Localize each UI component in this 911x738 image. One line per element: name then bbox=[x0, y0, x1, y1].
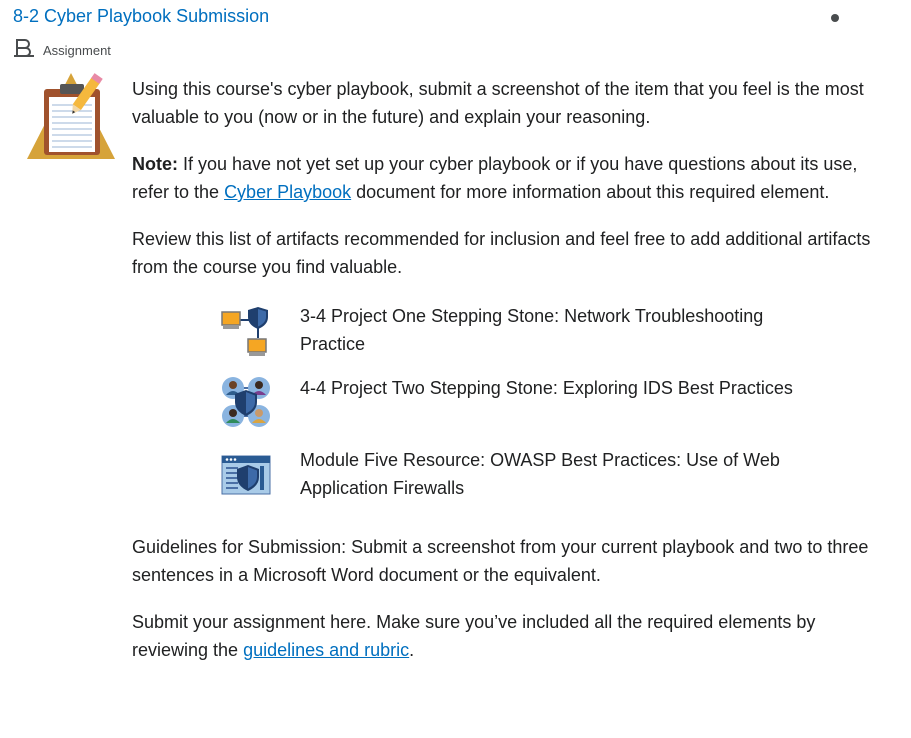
assignment-title-link[interactable]: 8-2 Cyber Playbook Submission bbox=[13, 6, 270, 26]
note-text-after: document for more information about this required element. bbox=[351, 182, 830, 202]
intro-paragraph: Using this course's cyber playbook, submit a screenshot of the item that you feel is the most valuable to you (now or in the future) and explain your reasoning. bbox=[132, 79, 864, 127]
artifact-item bbox=[220, 446, 872, 502]
submit-text-before: Submit your assignment here. Make sure you’ve included all the required elements by reviewing the bbox=[132, 612, 816, 660]
dot-menu-icon[interactable] bbox=[831, 14, 839, 22]
network-shield-icon bbox=[220, 302, 272, 358]
submit-text-after: . bbox=[409, 640, 415, 660]
clipboard-pencil-icon bbox=[26, 71, 116, 166]
note-label: Note: bbox=[132, 154, 178, 174]
cyber-playbook-link[interactable]: Cyber Playbook bbox=[224, 182, 352, 202]
review-paragraph: Review this list of artifacts recommended for inclusion and feel free to add additional artifacts from the course you find valuable. bbox=[132, 229, 871, 277]
assignment-type-label: Assignment bbox=[43, 43, 111, 58]
guidelines-paragraph: Guidelines for Submission: Submit a screenshot from your current playbook and two to three sentences in a Microsoft Word document or the equivalent. bbox=[132, 537, 869, 585]
artifact-item bbox=[220, 374, 872, 430]
guidelines-rubric-link[interactable]: guidelines and rubric bbox=[243, 640, 410, 660]
assignment-icon bbox=[14, 39, 34, 62]
assignment-instructions bbox=[132, 75, 872, 683]
browser-shield-icon bbox=[220, 446, 272, 502]
artifact-label: Module Five Resource: OWASP Best Practices: Use of Web Application Firewalls bbox=[300, 450, 780, 498]
submit-paragraph bbox=[132, 608, 872, 664]
note-paragraph bbox=[132, 150, 872, 206]
users-shield-icon bbox=[220, 374, 272, 430]
note-text-before: If you have not yet set up your cyber playbook or if you have questions about its use, refer to the bbox=[132, 154, 858, 202]
artifact-item bbox=[220, 302, 872, 358]
artifact-label: 3-4 Project One Stepping Stone: Network Troubleshooting Practice bbox=[300, 306, 764, 354]
assignment-type bbox=[14, 39, 111, 62]
artifact-list bbox=[220, 302, 872, 502]
artifact-label: 4-4 Project Two Stepping Stone: Exploring IDS Best Practices bbox=[300, 378, 793, 398]
